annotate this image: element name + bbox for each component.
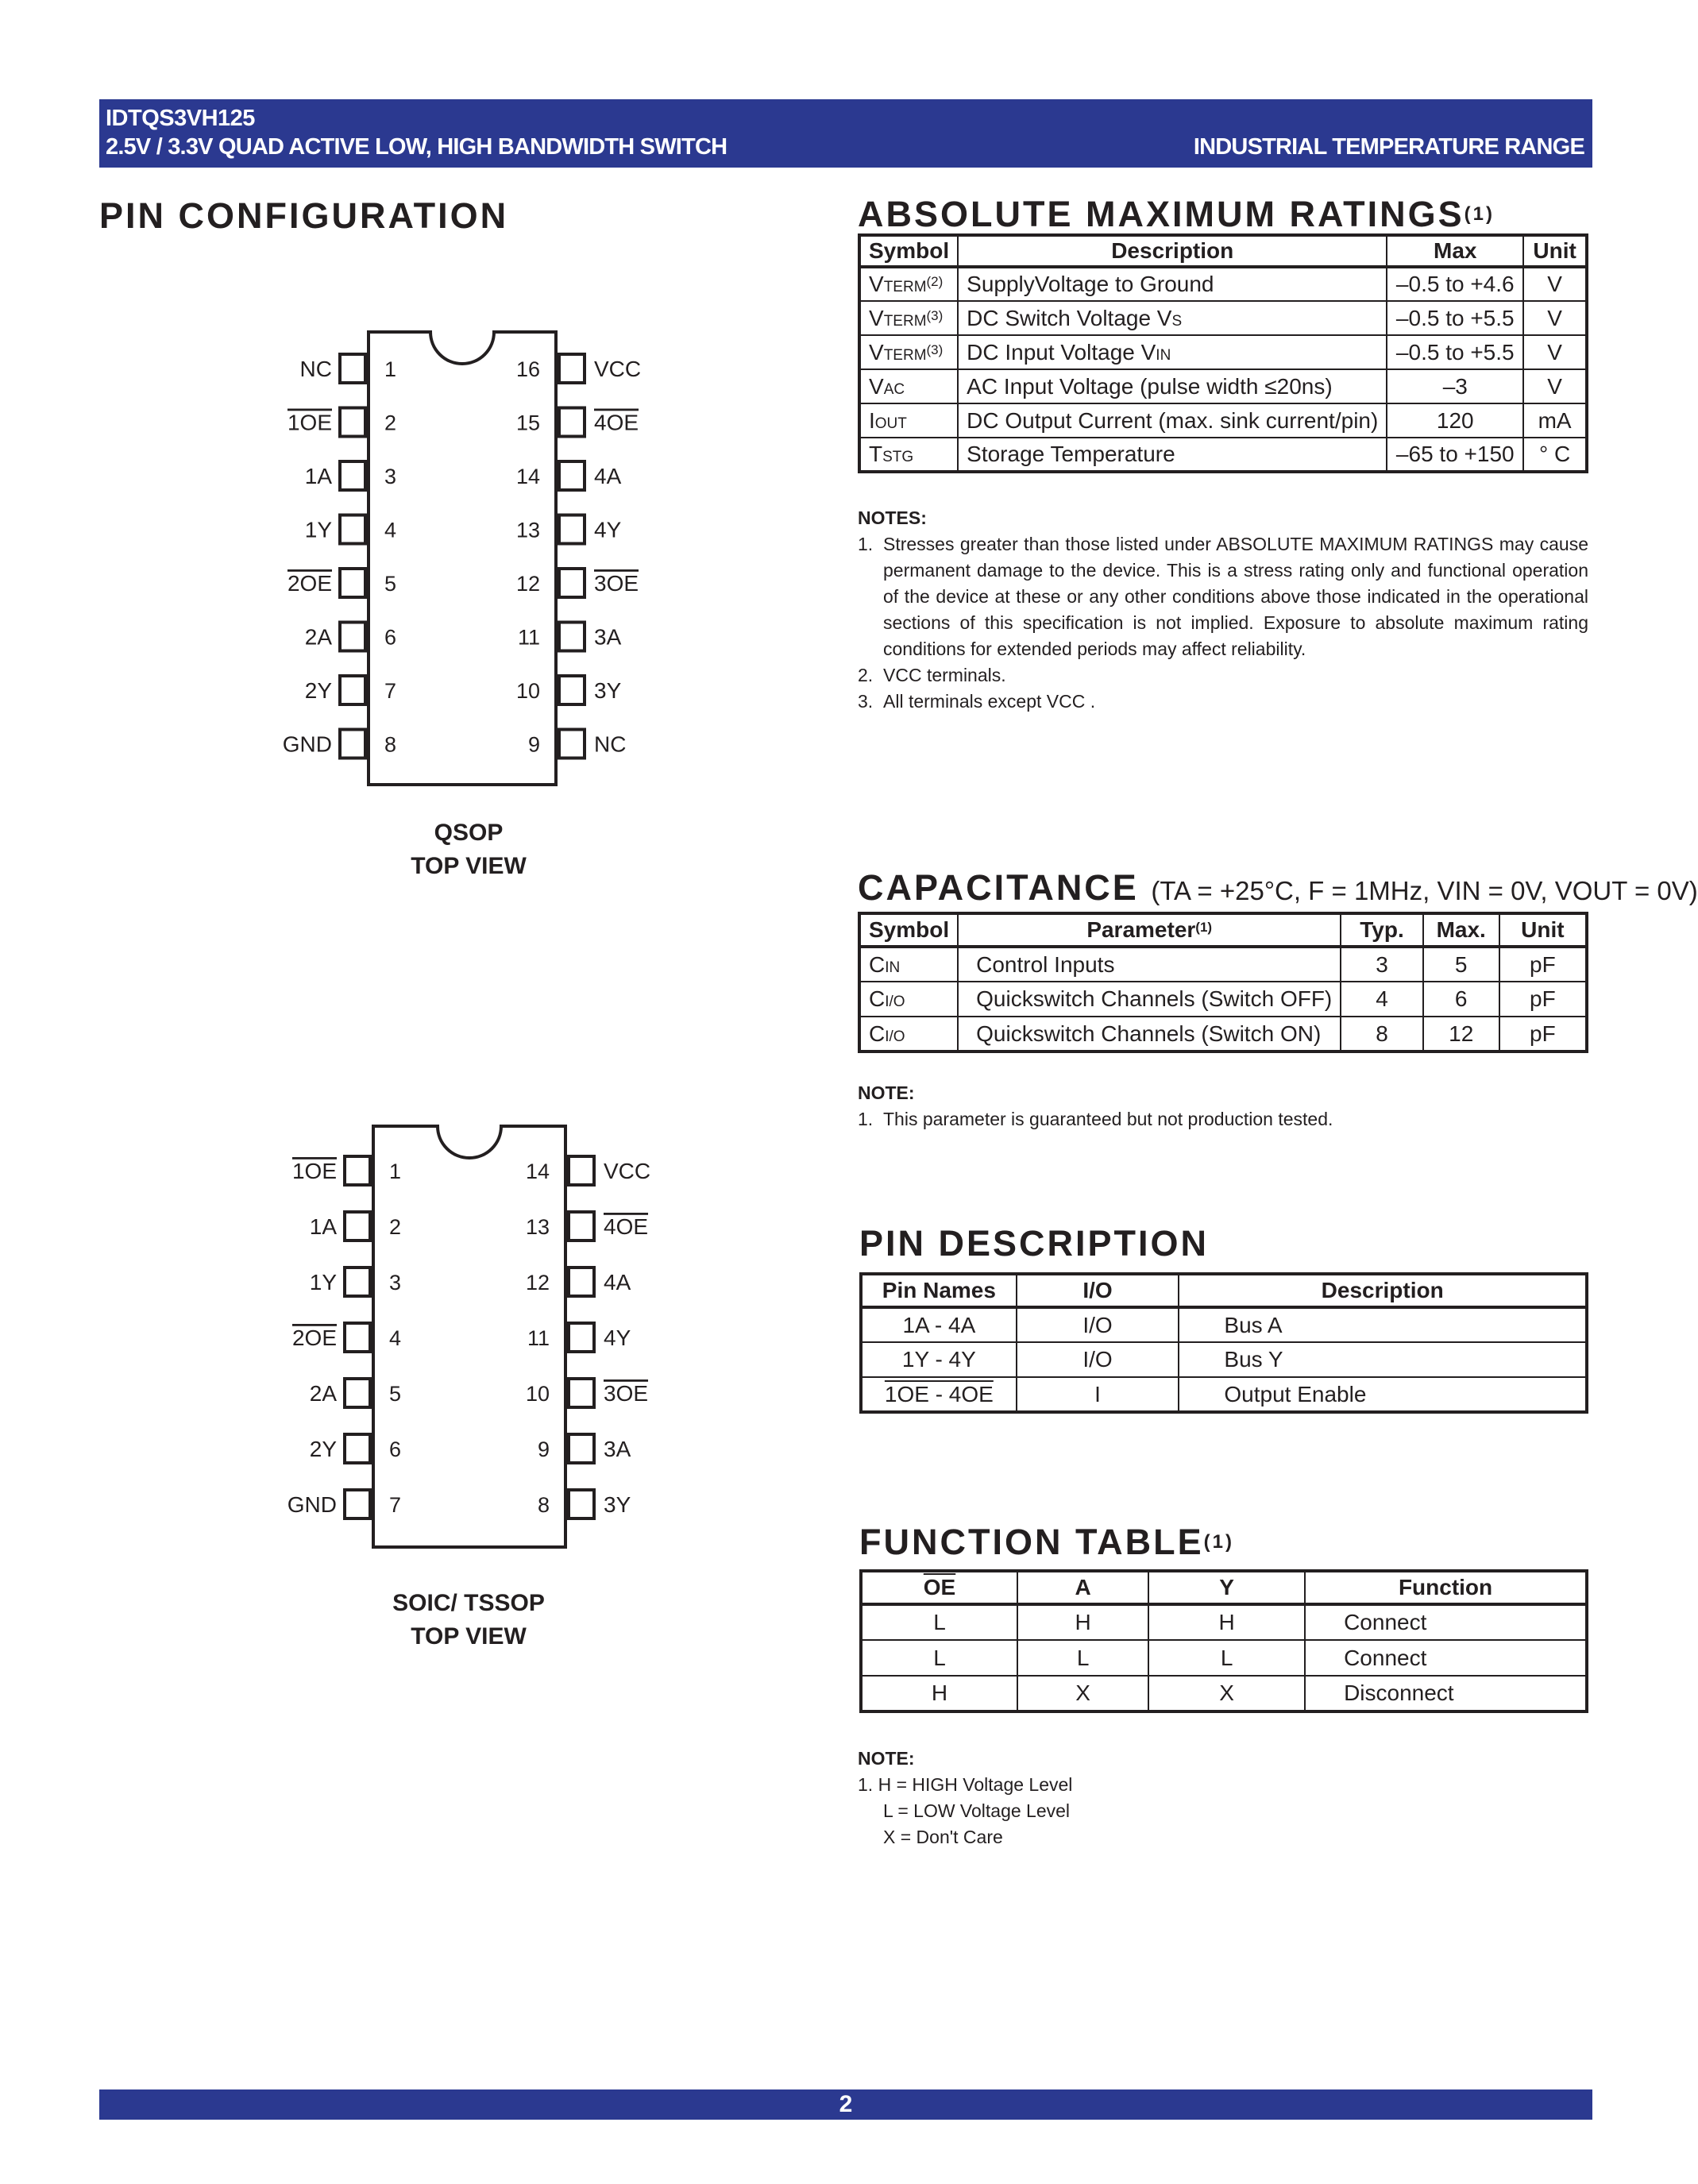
pin-label: 4OE (594, 410, 639, 435)
symbol-main: V (869, 272, 884, 296)
pin-label: NC (594, 731, 627, 757)
temperature-range: INDUSTRIAL TEMPERATURE RANGE (1193, 134, 1584, 160)
col-max: Max (1387, 235, 1523, 267)
table-row (859, 1017, 1587, 1051)
pin-label: 4Y (604, 1325, 631, 1350)
symbol-subscript: I/O (885, 1028, 905, 1045)
pin-label: 1Y (304, 517, 332, 542)
function-table-title-note: (1) (1203, 1531, 1234, 1553)
parameter-cell: Quickswitch Channels (Switch ON) (958, 1017, 1341, 1051)
note-item (858, 689, 1588, 715)
unit-cell: V (1523, 301, 1587, 335)
pin-pad (345, 1323, 370, 1352)
pin-label: GND (282, 731, 332, 757)
page-number: 2 (839, 2091, 853, 2117)
symbol-cell (859, 301, 958, 335)
pin-label: 4A (594, 464, 622, 488)
notes-title: NOTES: (858, 507, 927, 528)
symbol-cell (859, 403, 958, 438)
note-item (858, 531, 1588, 662)
pin-description-table (859, 1272, 1588, 1414)
typ-cell: 3 (1341, 947, 1422, 982)
pin-number: 14 (515, 465, 540, 488)
pin-pad (345, 1212, 370, 1241)
table-row (861, 1640, 1587, 1676)
description-cell: Bus Y (1179, 1342, 1587, 1377)
qsop-caption-view: TOP VIEW (411, 853, 527, 879)
pin-number: 11 (527, 1326, 550, 1350)
pin-pad (345, 1379, 370, 1407)
pin-number: 4 (389, 1326, 402, 1350)
abs-max-title-text: ABSOLUTE MAXIMUM RATINGS (858, 194, 1465, 234)
note-line: 1. H = HIGH Voltage Level (858, 1774, 1073, 1795)
io-cell: I/O (1017, 1307, 1179, 1342)
symbol-note: (3) (926, 341, 944, 357)
symbol-subscript: OUT (874, 415, 907, 432)
pin-pad (569, 1490, 594, 1518)
function-table (859, 1569, 1588, 1713)
symbol-main: C (869, 986, 886, 1011)
col-a: A (1017, 1571, 1148, 1604)
pin-pad (569, 1268, 594, 1296)
pin-label: NC (299, 357, 332, 381)
description-cell: Storage Temperature (958, 438, 1387, 472)
pin-number: 3 (389, 1271, 402, 1295)
pin-pad (340, 676, 365, 704)
note-number: 2. (858, 665, 874, 685)
pin-number: 4 (384, 518, 397, 542)
pin-label: 1A (309, 1214, 337, 1239)
pin-label: 4Y (594, 517, 622, 542)
table-row (861, 1676, 1587, 1711)
pin-pad (559, 676, 585, 704)
oe-cell: L (861, 1604, 1017, 1640)
symbol-main: I (869, 407, 875, 433)
pin-number: 6 (389, 1437, 402, 1461)
note-title: NOTE: (858, 1748, 915, 1769)
table-row (861, 1342, 1587, 1377)
pin-number: 10 (515, 679, 540, 703)
pin-names-cell: 1A - 4A (861, 1307, 1017, 1342)
note-number: 3. (858, 691, 874, 712)
pin-number: 8 (537, 1493, 550, 1517)
pin-desc-title: PIN DESCRIPTION (859, 1223, 1210, 1264)
max-cell: –0.5 to +5.5 (1387, 301, 1523, 335)
pin-pad (340, 730, 365, 758)
pin-label: 2OE (291, 1325, 337, 1350)
description-cell: Bus A (1179, 1307, 1587, 1342)
symbol-cell (859, 267, 958, 301)
symbol-cell (859, 1017, 958, 1051)
abs-max-title (858, 194, 1495, 235)
pin-names-cell: 1OE - 4OE (861, 1377, 1017, 1412)
pin-number: 7 (389, 1493, 402, 1517)
symbol-main: T (869, 442, 883, 466)
pin-pad (345, 1268, 370, 1296)
pin-pad (559, 408, 585, 437)
description-cell (958, 335, 1387, 369)
table-row (859, 267, 1587, 301)
soic-caption-package: SOIC/ TSSOP (392, 1590, 545, 1616)
pin-names-cell: 1Y - 4Y (861, 1342, 1017, 1377)
pin-pad (340, 569, 365, 597)
qsop-caption-package: QSOP (434, 820, 504, 846)
pin-number: 14 (525, 1160, 550, 1183)
table-row (859, 438, 1587, 472)
note-line: X = Don't Care (883, 1827, 1003, 1847)
col-function: Function (1305, 1571, 1587, 1604)
description-cell: SupplyVoltage to Ground (958, 267, 1387, 301)
description-cell (958, 301, 1387, 335)
abs-max-notes (858, 505, 1588, 715)
pin-label: 2OE (287, 571, 332, 596)
symbol-main: V (869, 305, 884, 330)
max-cell: –0.5 to +5.5 (1387, 335, 1523, 369)
table-row (859, 947, 1587, 982)
function-cell: Connect (1305, 1604, 1587, 1640)
symbol-subscript: TERM (883, 312, 927, 330)
function-table-title-text: FUNCTION TABLE (859, 1522, 1204, 1562)
pin-number: 15 (515, 411, 540, 435)
note-text: VCC terminals. (883, 665, 1006, 685)
table-row (859, 982, 1587, 1017)
pin-pad (559, 623, 585, 651)
pin-label: 3A (594, 624, 622, 650)
symbol-subscript: STG (882, 449, 914, 465)
pin-pad (340, 354, 365, 383)
pin-number: 11 (517, 625, 540, 650)
typ-cell: 8 (1341, 1017, 1422, 1051)
pin-number: 12 (525, 1271, 550, 1295)
pin-label: 1OE (287, 410, 332, 435)
y-cell: X (1148, 1676, 1305, 1711)
pin-number: 9 (527, 732, 540, 757)
pin-pad (569, 1156, 594, 1185)
pin-pad (569, 1434, 594, 1463)
pin-label: 3A (604, 1437, 631, 1461)
header-banner (99, 99, 1592, 168)
io-cell: I (1017, 1377, 1179, 1412)
col-parameter (958, 913, 1341, 947)
note-item (858, 662, 1588, 689)
max-cell: 5 (1423, 947, 1499, 982)
pin-pad (569, 1212, 594, 1241)
col-unit: Unit (1499, 913, 1587, 947)
pin-number: 6 (384, 625, 397, 650)
unit-cell: pF (1499, 947, 1587, 982)
col-parameter-note: (1) (1195, 920, 1213, 935)
pin-label: 3OE (604, 1381, 649, 1406)
pin-pad (340, 461, 365, 490)
pin-label: 2Y (309, 1437, 337, 1461)
col-symbol: Symbol (859, 235, 958, 267)
note-title: NOTE: (858, 1082, 915, 1103)
symbol-cell (859, 982, 958, 1017)
abs-max-table (858, 233, 1588, 473)
col-description: Description (1179, 1274, 1587, 1307)
note-text: This parameter is guaranteed but not production tested. (883, 1109, 1333, 1129)
table-row (859, 301, 1587, 335)
pin-label: 1OE (291, 1159, 337, 1183)
symbol-subscript: TERM (883, 346, 927, 364)
capacitance-title-text: CAPACITANCE (858, 867, 1139, 908)
pin-pad (345, 1434, 370, 1463)
qsop-pinout-diagram (270, 324, 643, 793)
note-line: L = LOW Voltage Level (883, 1800, 1071, 1821)
qsop-caption (349, 816, 588, 883)
pin-pad (559, 730, 585, 758)
col-oe: $\overline{OE}$ (861, 1571, 1017, 1604)
capacitance-notes (858, 1080, 1588, 1133)
symbol-subscript: IN (885, 959, 901, 976)
description-cell: Output Enable (1179, 1377, 1587, 1412)
symbol-subscript: TERM (883, 279, 927, 295)
function-cell: Disconnect (1305, 1676, 1587, 1711)
symbol-main: V (869, 373, 884, 399)
description-cell: AC Input Voltage (pulse width ≤20ns) (958, 369, 1387, 403)
pin-number: 13 (525, 1215, 550, 1239)
parameter-cell: Control Inputs (958, 947, 1341, 982)
note-text: Stresses greater than those listed under ABSOLUTE MAXIMUM RATINGS may cause permanent damage to the device. This is a stress rating only and functional operation of the device at these or any other conditions above those indicated in the operational sections of this specification is not implied. Exposure to absolute maximum rating conditions for extended periods may affect reliability. (883, 534, 1588, 659)
note-number: 1. (858, 1109, 874, 1129)
abs-max-title-note: (1) (1464, 203, 1495, 226)
pin-label: 1A (304, 464, 332, 488)
parameter-cell: Quickswitch Channels (Switch OFF) (958, 982, 1341, 1017)
y-cell: L (1148, 1640, 1305, 1676)
oe-cell: H (861, 1676, 1017, 1711)
pin-number: 1 (384, 357, 397, 381)
pin-number: 13 (515, 518, 540, 542)
pin-number: 12 (515, 572, 540, 596)
col-pin-names: Pin Names (861, 1274, 1017, 1307)
io-cell: I/O (1017, 1342, 1179, 1377)
note-number: 1. (858, 534, 874, 554)
pin-number: 16 (515, 357, 540, 381)
symbol-note: (3) (926, 307, 944, 323)
max-cell: –3 (1387, 369, 1523, 403)
pin-number: 7 (384, 679, 397, 703)
symbol-cell (859, 947, 958, 982)
col-description: Description (958, 235, 1387, 267)
pin-number: 8 (384, 732, 397, 757)
symbol-cell (859, 438, 958, 472)
max-cell: 12 (1423, 1017, 1499, 1051)
pin-label: 4OE (604, 1214, 649, 1239)
a-cell: H (1017, 1604, 1148, 1640)
max-cell: 6 (1423, 982, 1499, 1017)
soic-pinout-diagram (270, 1118, 651, 1563)
pin-number: 2 (384, 411, 397, 435)
pin-pad (569, 1323, 594, 1352)
pin-number: 2 (389, 1215, 402, 1239)
pin-pad (345, 1490, 370, 1518)
pin-label: 4A (604, 1270, 631, 1295)
col-symbol: Symbol (859, 913, 958, 947)
oe-cell: L (861, 1640, 1017, 1676)
pin-label: 2A (309, 1381, 337, 1406)
unit-cell: V (1523, 267, 1587, 301)
table-row (861, 1604, 1587, 1640)
pin-pad (559, 354, 585, 383)
max-cell: –0.5 to +4.6 (1387, 267, 1523, 301)
pin-number: 3 (384, 465, 397, 488)
col-y: Y (1148, 1571, 1305, 1604)
pin-number: 5 (384, 572, 397, 596)
unit-cell: mA (1523, 403, 1587, 438)
capacitance-conditions: (TA = +25°C, F = 1MHz, VIN = 0V, VOUT = 0V) (1151, 876, 1698, 905)
symbol-subscript: AC (883, 380, 905, 398)
unit-cell: pF (1499, 982, 1587, 1017)
table-row (859, 369, 1587, 403)
table-row (861, 1377, 1587, 1412)
pin-label: VCC (594, 357, 642, 381)
capacitance-title (858, 867, 1698, 909)
pin-pad (340, 408, 365, 437)
pin-label: VCC (604, 1159, 651, 1183)
pin-desc-header-row (861, 1274, 1587, 1307)
col-unit: Unit (1523, 235, 1587, 267)
symbol-cell (859, 369, 958, 403)
pin-label: 3Y (604, 1492, 631, 1517)
footer-bar (99, 2089, 1592, 2120)
col-parameter-label: Parameter (1086, 917, 1196, 942)
unit-cell: pF (1499, 1017, 1587, 1051)
pin-pad (345, 1156, 370, 1185)
pin-label: 3OE (594, 571, 639, 596)
package-body (369, 332, 556, 785)
col-max: Max. (1423, 913, 1499, 947)
symbol-main: C (869, 1021, 886, 1046)
description-subscript: IN (1156, 346, 1171, 364)
pin-label: 1Y (309, 1270, 337, 1295)
note-item (858, 1106, 1588, 1133)
pin-number: 5 (389, 1382, 402, 1406)
table-row (859, 335, 1587, 369)
a-cell: L (1017, 1640, 1148, 1676)
pin-label: GND (287, 1492, 337, 1517)
pin-pad (340, 515, 365, 544)
symbol-main: C (869, 951, 886, 977)
pin-pad (559, 461, 585, 490)
part-number: IDTQS3VH125 (106, 106, 255, 131)
symbol-main: V (869, 339, 884, 365)
pin-label: 3Y (594, 678, 622, 703)
pin-pad (340, 623, 365, 651)
unit-cell: ° C (1523, 438, 1587, 472)
max-cell: –65 to +150 (1387, 438, 1523, 472)
description-subscript: S (1171, 312, 1183, 330)
symbol-subscript: I/O (885, 994, 905, 1010)
pin-label: 2Y (304, 678, 332, 703)
description-text: DC Input Voltage V (967, 339, 1156, 365)
note-text: All terminals except VCC . (883, 691, 1096, 712)
table-row (861, 1307, 1587, 1342)
function-table-notes (858, 1746, 1588, 1850)
col-io: I/O (1017, 1274, 1179, 1307)
typ-cell: 4 (1341, 982, 1422, 1017)
a-cell: X (1017, 1676, 1148, 1711)
unit-cell: V (1523, 369, 1587, 403)
pin-config-title: PIN CONFIGURATION (99, 195, 509, 236)
col-typ: Typ. (1341, 913, 1422, 947)
abs-max-header-row (859, 235, 1587, 267)
document-subtitle: 2.5V / 3.3V QUAD ACTIVE LOW, HIGH BANDWIDTH SWITCH (106, 134, 727, 160)
capacitance-table (858, 912, 1588, 1053)
soic-caption (349, 1587, 588, 1653)
y-cell: H (1148, 1604, 1305, 1640)
pin-number: 9 (537, 1437, 550, 1461)
pin-pad (559, 569, 585, 597)
function-cell: Connect (1305, 1640, 1587, 1676)
unit-cell: V (1523, 335, 1587, 369)
symbol-cell (859, 335, 958, 369)
pin-pad (569, 1379, 594, 1407)
symbol-note: (2) (926, 274, 944, 289)
description-cell: DC Output Current (max. sink current/pin) (958, 403, 1387, 438)
pin-label: 2A (304, 624, 332, 650)
capacitance-header-row (859, 913, 1587, 947)
soic-caption-view: TOP VIEW (411, 1623, 527, 1650)
pin-number: 1 (389, 1160, 402, 1183)
max-cell: 120 (1387, 403, 1523, 438)
table-row (859, 403, 1587, 438)
function-header-row (861, 1571, 1587, 1604)
function-table-title (859, 1522, 1234, 1563)
description-text: DC Switch Voltage V (967, 305, 1172, 330)
pin-number: 10 (525, 1382, 550, 1406)
pin-pad (559, 515, 585, 544)
